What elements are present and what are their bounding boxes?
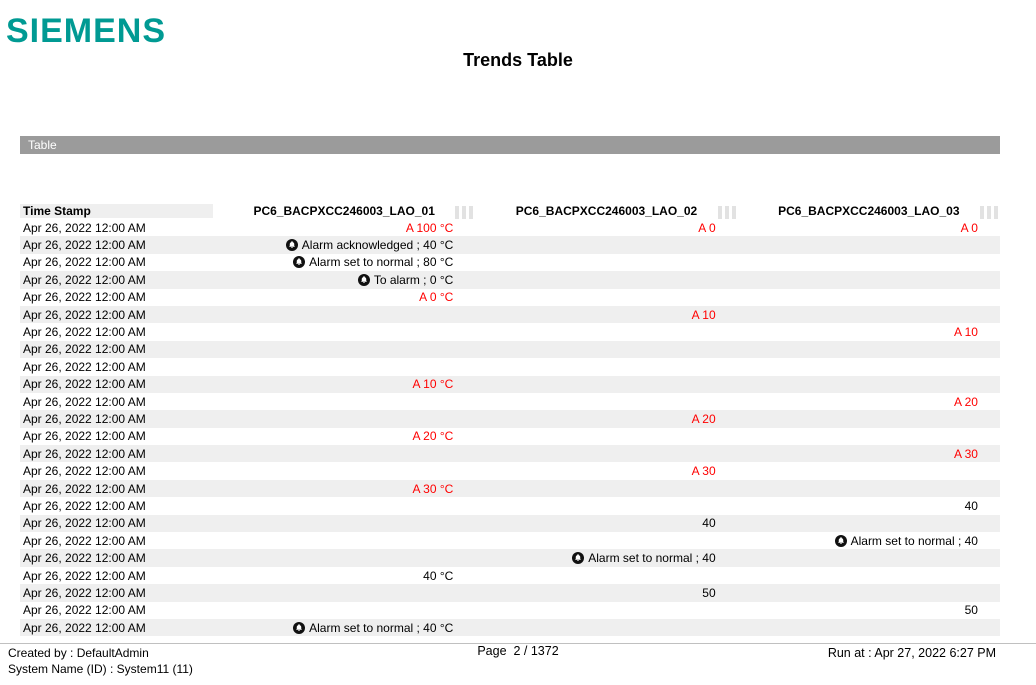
table-row	[20, 271, 1000, 288]
value-cell	[475, 516, 737, 530]
table-row	[20, 567, 1000, 584]
footer-page-number: Page 2 / 1372	[477, 644, 559, 658]
column-header-lao-03	[738, 204, 1000, 218]
column-header-label: PC6_BACPXCC246003_LAO_03	[778, 203, 960, 218]
timestamp-cell: Apr 26, 2022 12:00 AM	[23, 464, 146, 479]
timestamp-cell: Apr 26, 2022 12:00 AM	[23, 498, 146, 513]
cell-value-text: A 10	[691, 307, 716, 322]
table-row	[20, 254, 1000, 271]
column-header-timestamp: Time Stamp	[20, 204, 213, 218]
column-header-lao-01	[213, 204, 475, 218]
footer-created-by: Created by : DefaultAdmin	[8, 646, 149, 660]
cell-value-text: A 0 °C	[419, 290, 454, 305]
table-section-label: Table	[28, 138, 57, 152]
table-row	[20, 497, 1000, 514]
table-row	[20, 219, 1000, 236]
table-body	[20, 219, 1000, 636]
table-row	[20, 445, 1000, 462]
alarm-bell-icon	[572, 552, 584, 564]
column-divider-ticks-icon	[455, 206, 473, 219]
cell-value-text: A 0	[960, 220, 978, 235]
cell-value-text: 50	[702, 585, 716, 600]
table-row	[20, 549, 1000, 566]
siemens-logo: SIEMENS	[6, 12, 167, 50]
value-cell	[213, 255, 475, 269]
cell-value-text: 40	[964, 498, 978, 513]
cell-value-text: A 20	[953, 394, 978, 409]
cell-value-text: A 30	[953, 446, 978, 461]
cell-value-text: A 10 °C	[412, 377, 454, 392]
value-cell	[738, 534, 1000, 548]
cell-value-text: A 100 °C	[405, 220, 454, 235]
table-row	[20, 619, 1000, 636]
table-row	[20, 376, 1000, 393]
timestamp-cell: Apr 26, 2022 12:00 AM	[23, 446, 146, 461]
value-cell	[738, 603, 1000, 617]
timestamp-cell: Apr 26, 2022 12:00 AM	[23, 429, 146, 444]
table-row	[20, 289, 1000, 306]
value-cell	[475, 412, 737, 426]
value-cell	[213, 429, 475, 443]
timestamp-cell: Apr 26, 2022 12:00 AM	[23, 359, 146, 374]
value-cell	[213, 569, 475, 583]
timestamp-cell: Apr 26, 2022 12:00 AM	[23, 272, 146, 287]
footer-system-name: System Name (ID) : System11 (11)	[8, 662, 193, 676]
cell-value-text: Alarm set to normal ; 40	[850, 533, 978, 548]
table-row	[20, 306, 1000, 323]
value-cell	[738, 221, 1000, 235]
value-cell	[213, 290, 475, 304]
cell-value-text: A 0	[698, 220, 716, 235]
cell-value-text: Alarm set to normal ; 40 °C	[309, 620, 454, 635]
table-row	[20, 323, 1000, 340]
table-row	[20, 584, 1000, 601]
trends-table	[20, 202, 1000, 636]
column-header-label: PC6_BACPXCC246003_LAO_02	[515, 203, 698, 218]
table-row	[20, 428, 1000, 445]
timestamp-cell: Apr 26, 2022 12:00 AM	[23, 394, 146, 409]
value-cell	[475, 464, 737, 478]
report-title: Trends Table	[463, 50, 573, 70]
value-cell	[213, 221, 475, 235]
cell-value-text: Alarm set to normal ; 40	[588, 551, 716, 566]
cell-value-text: Alarm set to normal ; 80 °C	[309, 255, 454, 270]
table-row	[20, 602, 1000, 619]
table-row	[20, 410, 1000, 427]
value-cell	[213, 273, 475, 287]
value-cell	[738, 395, 1000, 409]
footer-run-at: Run at : Apr 27, 2022 6:27 PM	[827, 646, 996, 660]
timestamp-cell: Apr 26, 2022 12:00 AM	[23, 603, 146, 618]
cell-value-text: A 10	[953, 325, 978, 340]
timestamp-cell: Apr 26, 2022 12:00 AM	[23, 290, 146, 305]
timestamp-cell: Apr 26, 2022 12:00 AM	[23, 516, 146, 531]
column-divider-ticks-icon	[718, 206, 736, 219]
table-row	[20, 515, 1000, 532]
table-row	[20, 236, 1000, 253]
value-cell	[738, 325, 1000, 339]
column-header-lao-02	[475, 204, 737, 218]
value-cell	[213, 377, 475, 391]
cell-value-text: A 30	[691, 464, 716, 479]
timestamp-cell: Apr 26, 2022 12:00 AM	[23, 255, 146, 270]
timestamp-cell: Apr 26, 2022 12:00 AM	[23, 533, 146, 548]
table-row	[20, 480, 1000, 497]
timestamp-cell: Apr 26, 2022 12:00 AM	[23, 377, 146, 392]
table-row	[20, 532, 1000, 549]
alarm-bell-icon	[835, 535, 847, 547]
timestamp-cell: Apr 26, 2022 12:00 AM	[23, 411, 146, 426]
table-row	[20, 341, 1000, 358]
value-cell	[475, 221, 737, 235]
timestamp-cell: Apr 26, 2022 12:00 AM	[23, 620, 146, 635]
table-row	[20, 358, 1000, 375]
cell-value-text: 40 °C	[423, 568, 454, 583]
cell-value-text: Alarm acknowledged ; 40 °C	[301, 238, 454, 253]
cell-value-text: A 20	[691, 411, 716, 426]
value-cell	[213, 482, 475, 496]
column-header-label: PC6_BACPXCC246003_LAO_01	[253, 203, 435, 218]
column-divider-ticks-icon	[980, 206, 998, 219]
table-row	[20, 393, 1000, 410]
value-cell	[213, 238, 475, 252]
timestamp-cell: Apr 26, 2022 12:00 AM	[23, 585, 146, 600]
cell-value-text: A 20 °C	[412, 429, 454, 444]
timestamp-cell: Apr 26, 2022 12:00 AM	[23, 342, 146, 357]
timestamp-cell: Apr 26, 2022 12:00 AM	[23, 325, 146, 340]
alarm-bell-icon	[286, 239, 298, 251]
value-cell	[475, 308, 737, 322]
timestamp-cell: Apr 26, 2022 12:00 AM	[23, 481, 146, 496]
alarm-bell-icon	[358, 274, 370, 286]
value-cell	[475, 551, 737, 565]
value-cell	[738, 447, 1000, 461]
cell-value-text: 50	[964, 603, 978, 618]
table-header-row	[20, 202, 1000, 219]
timestamp-cell: Apr 26, 2022 12:00 AM	[23, 238, 146, 253]
cell-value-text: To alarm ; 0 °C	[373, 272, 454, 287]
alarm-bell-icon	[293, 622, 305, 634]
timestamp-cell: Apr 26, 2022 12:00 AM	[23, 307, 146, 322]
alarm-bell-icon	[293, 256, 305, 268]
cell-value-text: 40	[702, 516, 716, 531]
value-cell	[738, 499, 1000, 513]
timestamp-cell: Apr 26, 2022 12:00 AM	[23, 220, 146, 235]
value-cell	[213, 621, 475, 635]
timestamp-cell: Apr 26, 2022 12:00 AM	[23, 551, 146, 566]
table-row	[20, 462, 1000, 479]
table-section-bar	[20, 136, 1000, 154]
cell-value-text: A 30 °C	[412, 481, 454, 496]
value-cell	[475, 586, 737, 600]
timestamp-cell: Apr 26, 2022 12:00 AM	[23, 568, 146, 583]
